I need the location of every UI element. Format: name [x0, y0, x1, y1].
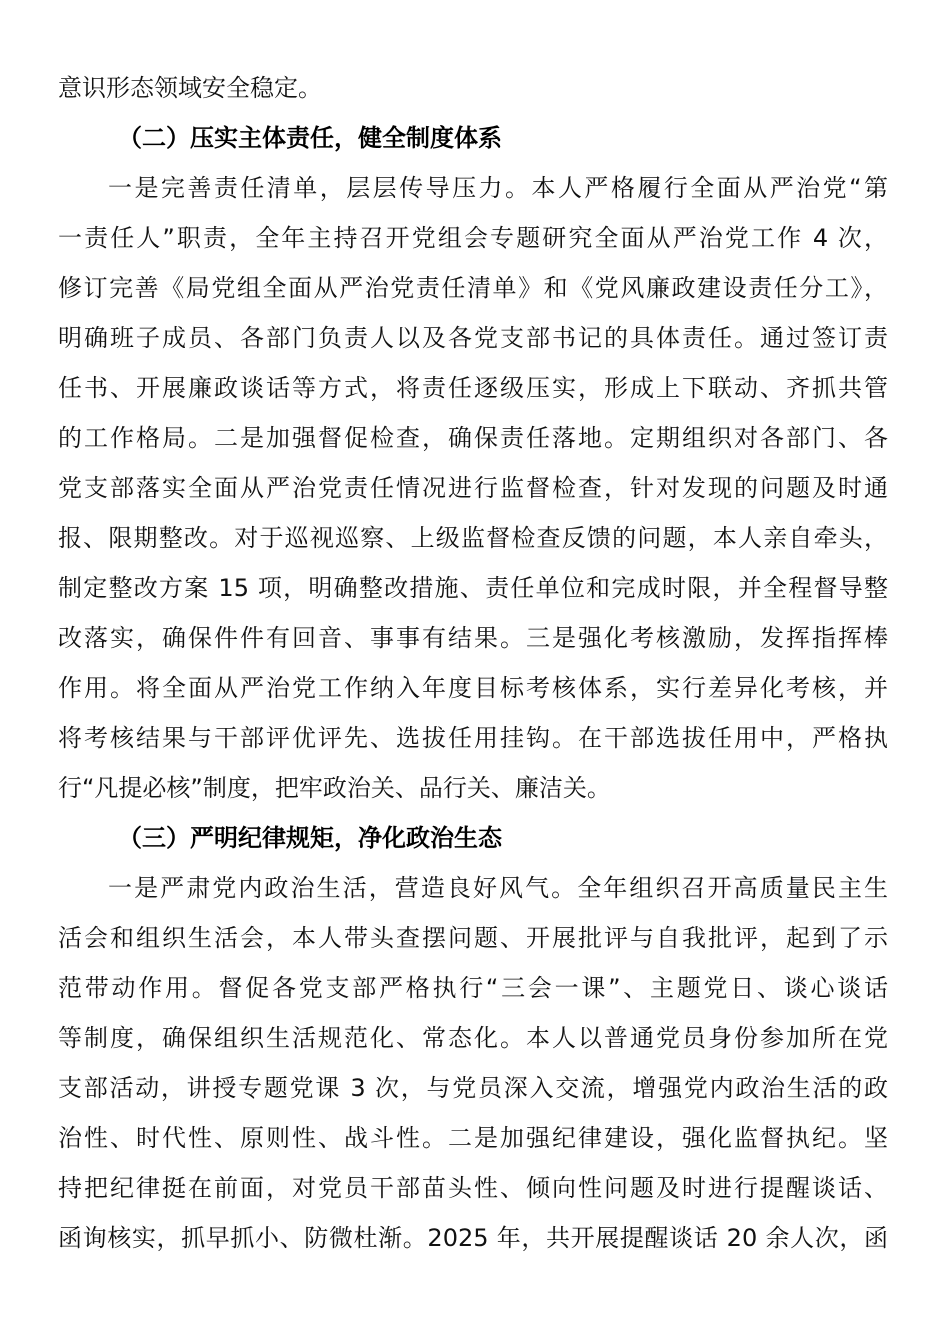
paragraph-line: 党支部落实全面从严治党责任情况进行监督检查，针对发现的问题及时通	[58, 474, 888, 502]
paragraph-line: 报、限期整改。对于巡视巡察、上级监督检查反馈的问题，本人亲自牵头，	[58, 524, 888, 552]
paragraph-line: 行“凡提必核”制度，把牢政治关、品行关、廉洁关。	[58, 774, 611, 802]
paragraph-line: 活会和组织生活会，本人带头查摆问题、开展批评与自我批评，起到了示	[58, 924, 888, 952]
paragraph-line: 一是严肃党内政治生活，营造良好风气。全年组织召开高质量民主生	[108, 874, 888, 902]
paragraph-line: 一责任人”职责，全年主持召开党组会专题研究全面从严治党工作 4 次，	[58, 224, 888, 252]
paragraph-line: 制定整改方案 15 项，明确整改措施、责任单位和完成时限，并全程督导整	[58, 574, 888, 602]
paragraph-line: 任书、开展廉政谈话等方式，将责任逐级压实，形成上下联动、齐抓共管	[58, 374, 888, 402]
section-heading-2: （二）压实主体责任，健全制度体系	[118, 124, 502, 152]
paragraph-line: 治性、时代性、原则性、战斗性。二是加强纪律建设，强化监督执纪。坚	[58, 1124, 888, 1152]
paragraph-line: 改落实，确保件件有回音、事事有结果。三是强化考核激励，发挥指挥棒	[58, 624, 888, 652]
paragraph-line: 等制度，确保组织生活规范化、常态化。本人以普通党员身份参加所在党	[58, 1024, 888, 1052]
paragraph-line: 的工作格局。二是加强督促检查，确保责任落地。定期组织对各部门、各	[58, 424, 888, 452]
paragraph-line: 范带动作用。督促各党支部严格执行“三会一课”、主题党日、谈心谈话	[58, 974, 888, 1002]
paragraph-line: 一是完善责任清单，层层传导压力。本人严格履行全面从严治党“第	[108, 174, 888, 202]
paragraph-line: 持把纪律挺在前面，对党员干部苗头性、倾向性问题及时进行提醒谈话、	[58, 1174, 888, 1202]
paragraph-line: 修订完善《局党组全面从严治党责任清单》和《党风廉政建设责任分工》，	[58, 274, 888, 302]
paragraph-line: 函询核实，抓早抓小、防微杜渐。2025 年，共开展提醒谈话 20 余人次，函	[58, 1224, 888, 1252]
paragraph-line: 将考核结果与干部评优评先、选拔任用挂钩。在干部选拔任用中，严格执	[58, 724, 888, 752]
paragraph-line: 支部活动，讲授专题党课 3 次，与党员深入交流，增强党内政治生活的政	[58, 1074, 888, 1102]
paragraph-line: 意识形态领域安全稳定。	[58, 74, 322, 102]
section-heading-3: （三）严明纪律规矩，净化政治生态	[118, 824, 502, 852]
paragraph-line: 明确班子成员、各部门负责人以及各党支部书记的具体责任。通过签订责	[58, 324, 888, 352]
paragraph-line: 作用。将全面从严治党工作纳入年度目标考核体系，实行差异化考核，并	[58, 674, 888, 702]
